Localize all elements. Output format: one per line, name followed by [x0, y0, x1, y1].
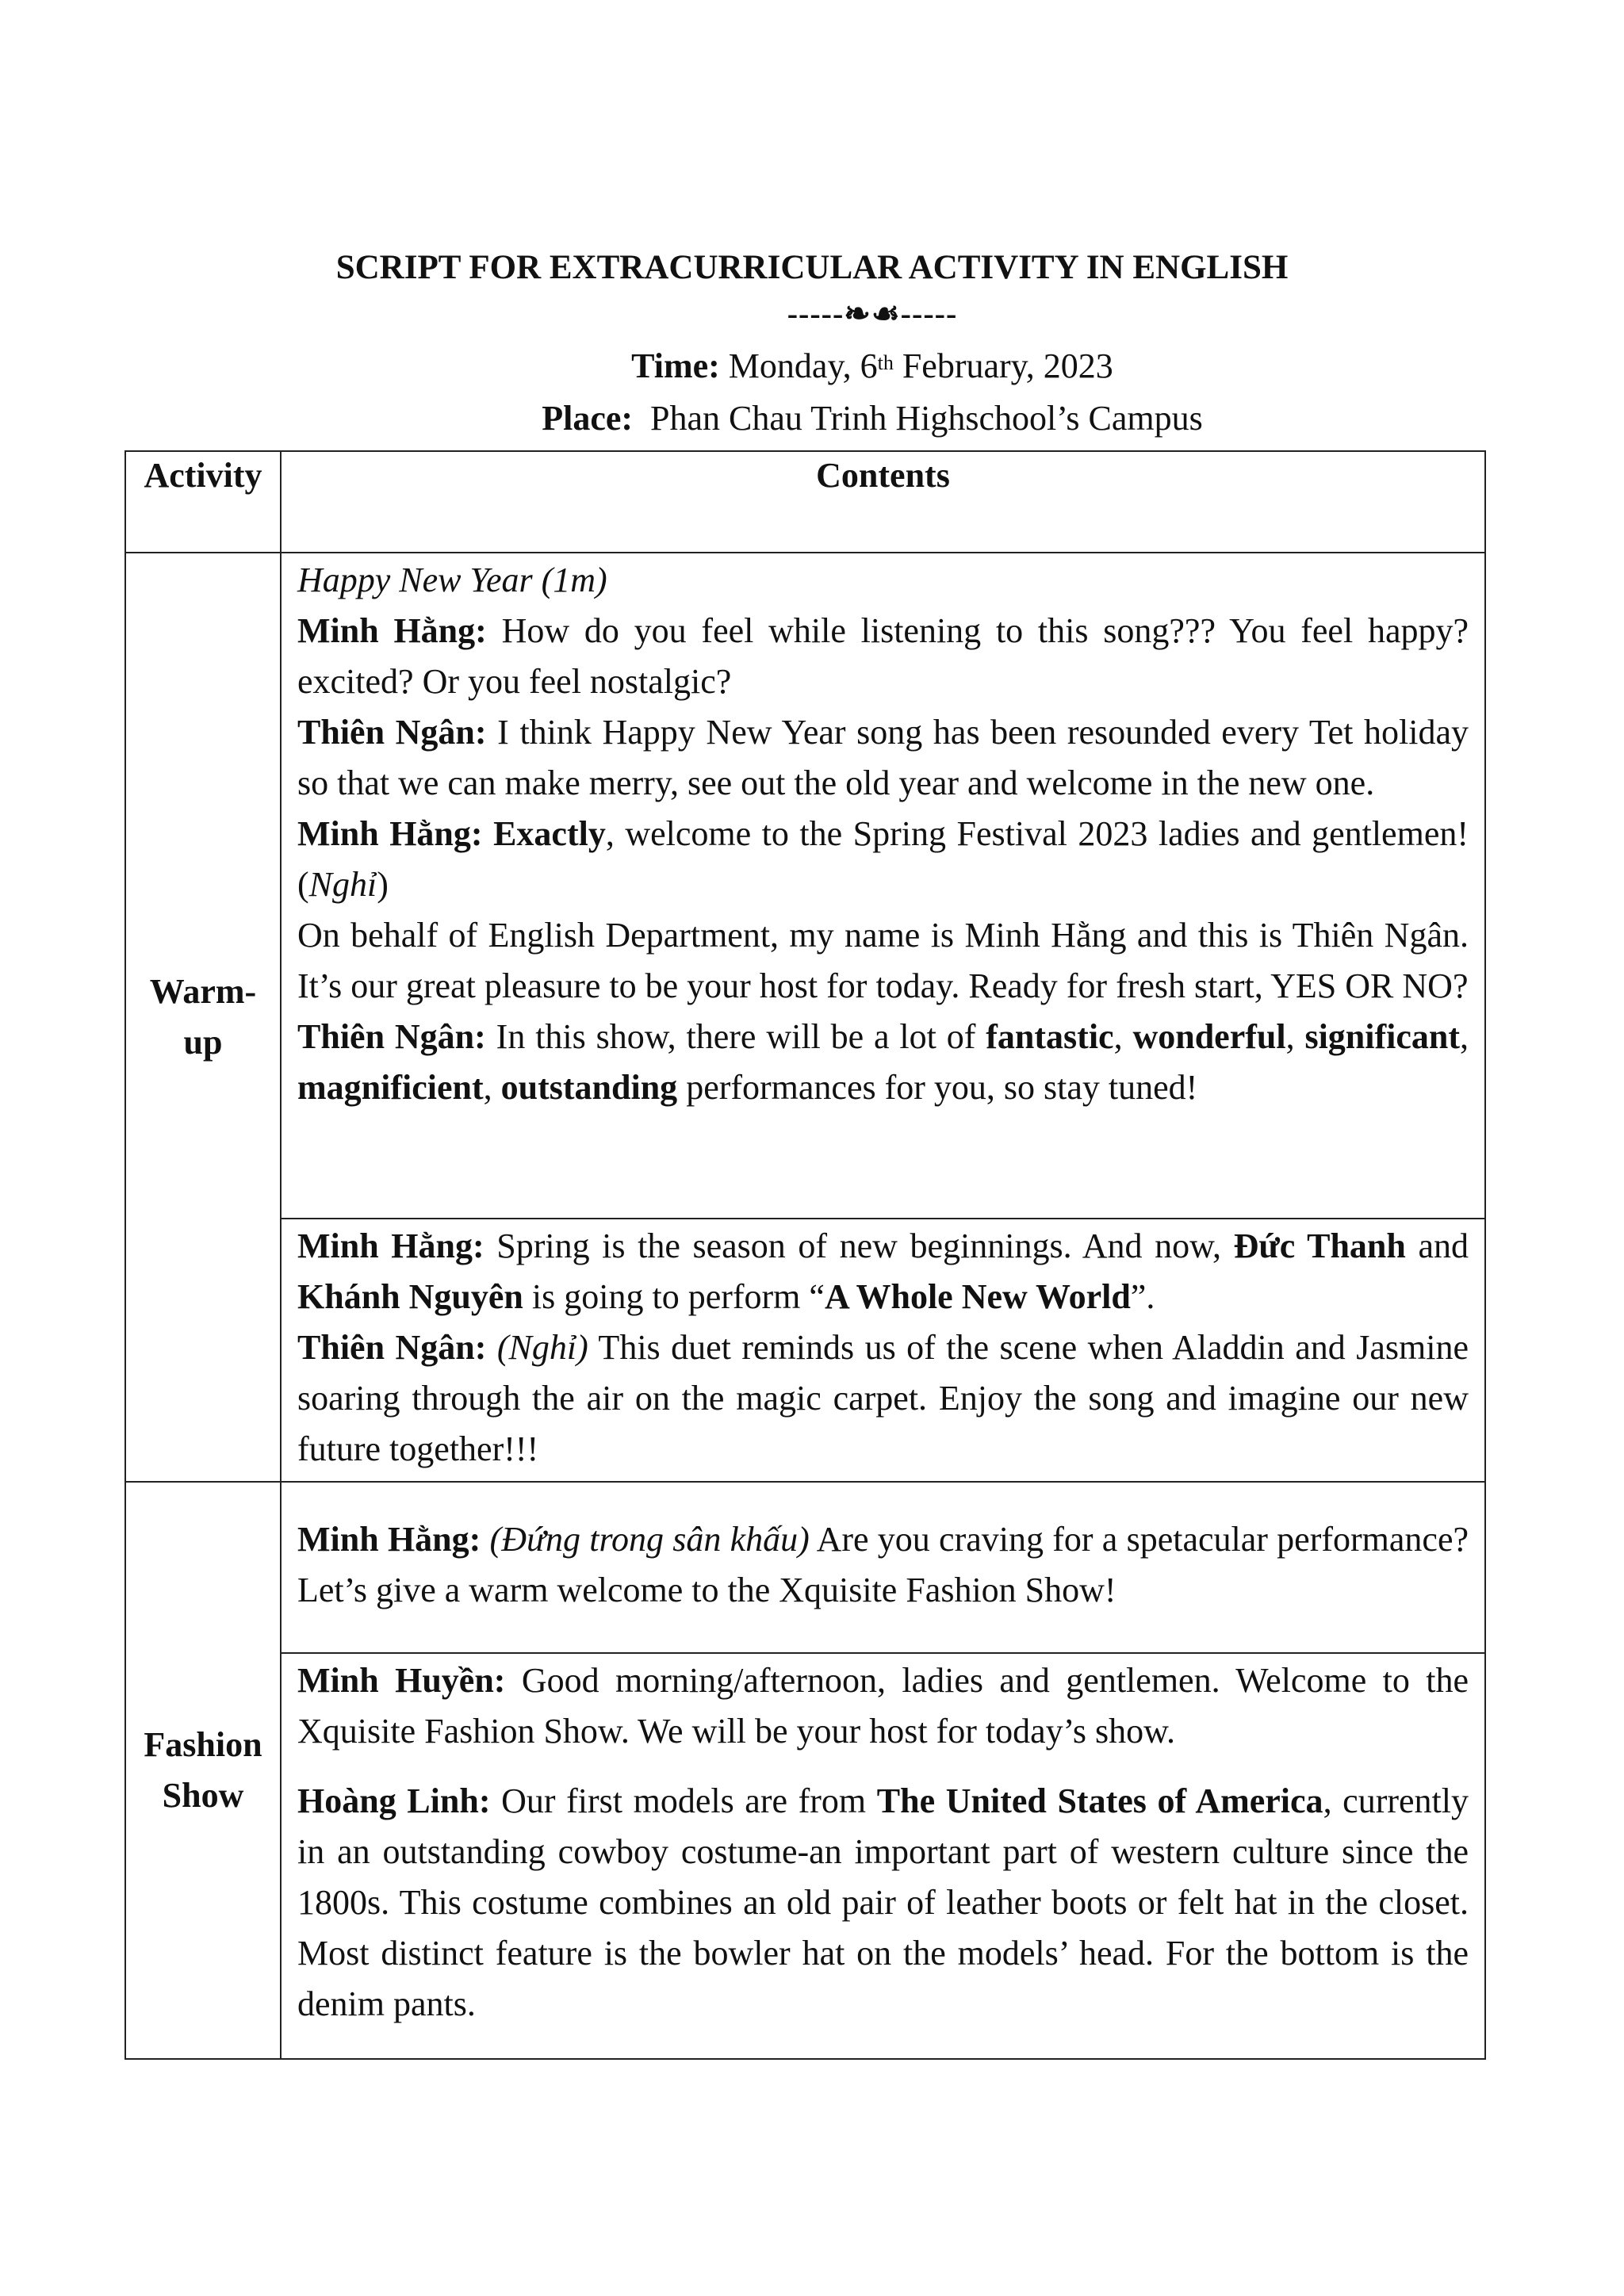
title-ornament: -----❧☙-----: [787, 296, 958, 331]
time-value-pre: Monday, 6: [728, 346, 878, 385]
dialogue-text: In this show, there will be a lot of: [485, 1017, 986, 1056]
header-activity: Activity: [125, 451, 281, 553]
speaker-name: Hoàng Linh:: [297, 1781, 491, 1820]
dialogue-text: is going to perform “: [523, 1277, 825, 1316]
speaker-name: Minh Huyền:: [297, 1661, 506, 1700]
time-label: Time:: [631, 346, 720, 385]
dialogue-text: ”.: [1130, 1277, 1155, 1316]
dialogue-text: ): [377, 865, 389, 904]
time-value-sup: th: [877, 351, 894, 374]
separator: ,: [1113, 1017, 1133, 1056]
emphasis-word: magnificient: [297, 1068, 484, 1107]
warmup-contents-1: [281, 553, 1485, 1219]
dialogue-text: How do you feel while listening to this song??? You feel happy? excited? Or you feel nostalgic?: [297, 611, 1469, 701]
stage-direction: (Nghỉ): [486, 1328, 588, 1367]
emphasis-word: fantastic: [986, 1017, 1114, 1056]
fashion-contents-2: [281, 1653, 1485, 2059]
dialogue-text: , welcome to the Spring Festival 2023 ladies and gentlemen! (: [297, 814, 1469, 904]
fashion-contents-1: [281, 1482, 1485, 1653]
table-row: [125, 553, 1485, 1219]
document-title: SCRIPT FOR EXTRACURRICULAR ACTIVITY IN ENGLISH: [335, 249, 1289, 286]
separator: ,: [483, 1068, 501, 1107]
event-place: [0, 395, 1624, 442]
dialogue-text: Good morning/afternoon, ladies and gentlemen. Welcome to the Xquisite Fashion Show. We will be your host for today’s show.: [297, 1661, 1469, 1751]
performer-name: Khánh Nguyên: [297, 1277, 523, 1316]
table-row: [125, 1219, 1485, 1482]
speaker-name: Minh Hằng:: [297, 611, 487, 650]
warmup-song: Happy New Year (1m): [297, 561, 607, 599]
stage-direction: Nghỉ: [308, 865, 377, 904]
performer-name: Đức Thanh: [1233, 1226, 1406, 1265]
place-label: Place:: [542, 399, 634, 438]
separator: ,: [1285, 1017, 1305, 1056]
speaker-name: Minh Hằng:: [297, 814, 483, 853]
table-header-row: [125, 451, 1485, 553]
emphasis-word: outstanding: [500, 1068, 678, 1107]
dialogue-text: Our first models are from: [490, 1781, 877, 1820]
dialogue-text: and: [1405, 1226, 1469, 1265]
table-row: [125, 1653, 1485, 2059]
song-title: A Whole New World: [824, 1277, 1131, 1316]
speaker-name: Thiên Ngân:: [297, 1017, 486, 1056]
separator: ,: [1460, 1017, 1469, 1056]
dialogue-text: Spring is the season of new beginnings. And now,: [484, 1226, 1234, 1265]
speaker-name: Thiên Ngân:: [297, 713, 487, 752]
activity-warmup: Warm-up: [125, 553, 281, 1482]
dialogue-text: This duet reminds us of the scene when Aladdin and Jasmine soaring through the air on the magic carpet. Enjoy the song and imagine our new future together!!!: [297, 1328, 1469, 1468]
emphasis-word: Exactly: [482, 814, 606, 853]
dialogue-text: Are you craving for a spetacular performance? Let’s give a warm welcome to the Xquisite Fashion Show!: [297, 1520, 1469, 1609]
dialogue-text: , currently in an outstanding cowboy costume-an important part of western culture since the 1800s. This costume combines an old pair of leather boots or felt hat in the closet. Most distinct feature is the bowler hat on the models’ head. For the bottom is the denim pants.: [297, 1781, 1469, 2023]
speaker-name: Thiên Ngân:: [297, 1328, 487, 1367]
place-value: Phan Chau Trinh Highschool’s Campus: [650, 399, 1203, 438]
dialogue-text: performances for you, so stay tuned!: [677, 1068, 1198, 1107]
header-contents: Contents: [281, 451, 1485, 553]
dialogue-text: I think Happy New Year song has been resounded every Tet holiday so that we can make merry, see out the old year and welcome in the new one.: [297, 713, 1469, 802]
warmup-contents-2: [281, 1219, 1485, 1482]
emphasis-word: significant: [1304, 1017, 1461, 1056]
dialogue-text: On behalf of English Department, my name is Minh Hằng and this is Thiên Ngân. It’s our great pleasure to be your host for today. Ready for fresh start, YES OR NO?: [297, 916, 1469, 1005]
speaker-name: Minh Hằng:: [297, 1520, 481, 1559]
activity-fashion-show: Fashion Show: [125, 1482, 281, 2059]
country-name: The United States of America: [876, 1781, 1323, 1820]
event-time: [0, 342, 1624, 390]
emphasis-word: wonderful: [1132, 1017, 1286, 1056]
table-row: [125, 1482, 1485, 1653]
script-table: [124, 450, 1486, 2060]
stage-direction: (Đứng trong sân khấu): [481, 1520, 810, 1559]
time-value-post: February, 2023: [893, 346, 1113, 385]
speaker-name: Minh Hằng:: [297, 1226, 485, 1265]
